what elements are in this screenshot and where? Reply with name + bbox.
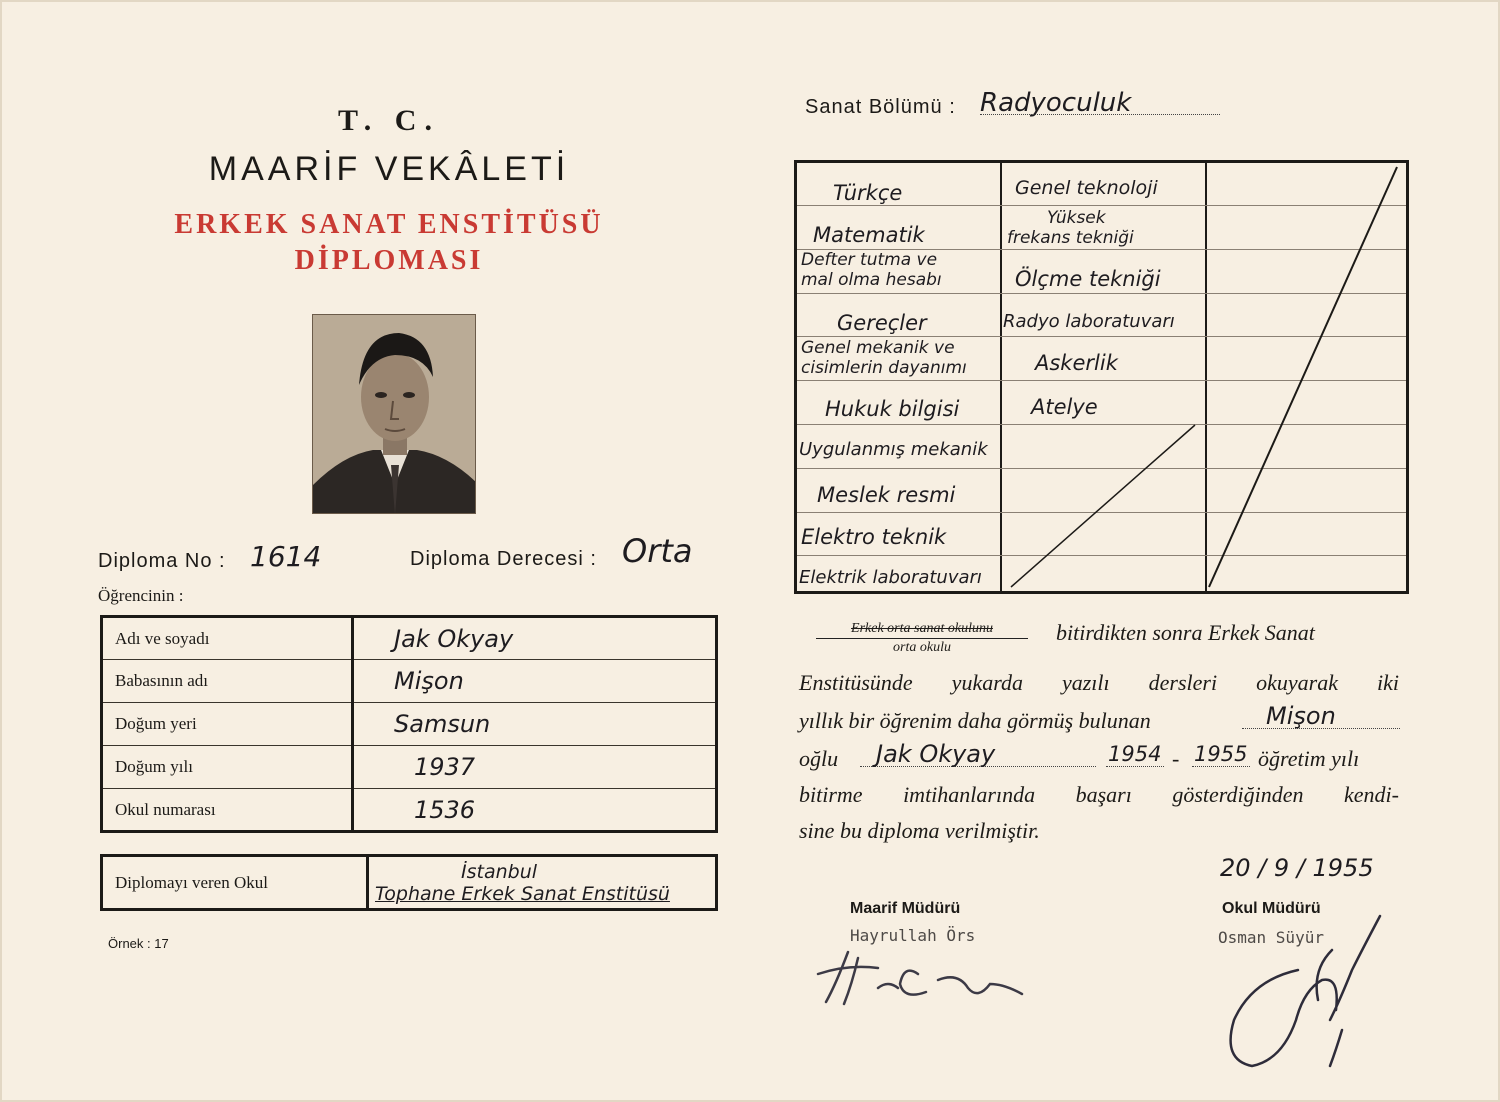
course-genel-mekanik-2: cisimlerin dayanımı	[801, 358, 967, 378]
table-row	[102, 703, 717, 746]
course-elektro-teknik: Elektro teknik	[801, 525, 947, 549]
row-value: Mişon	[353, 660, 717, 703]
table-row	[102, 660, 717, 703]
right-signature-title: Okul Müdürü	[1222, 900, 1321, 917]
diploma-degree-label: Diploma Derecesi :	[410, 548, 597, 570]
date-month: 9	[1273, 854, 1290, 882]
date-day: 20	[1220, 854, 1251, 882]
course-askerlik: Askerlik	[1035, 351, 1118, 375]
right-signature-name: Osman Süyür	[1218, 928, 1324, 947]
row-label: Doğum yeri	[102, 703, 353, 746]
course-matematik: Matematik	[813, 223, 925, 247]
course-genel-teknoloji: Genel teknoloji	[1015, 177, 1158, 199]
course-yuksek-1: Yüksek	[1047, 208, 1106, 228]
header-diploma-title: DİPLOMASI	[294, 245, 484, 276]
statement-father: Mişon	[1266, 702, 1336, 730]
form-number: Örnek : 17	[108, 936, 169, 951]
department-value: Radyoculuk	[980, 88, 1132, 118]
left-handwritten-signature	[808, 944, 1038, 1014]
statement-line6: sine bu diploma verilmiştir.	[799, 818, 1040, 843]
row-label: Okul numarası	[102, 789, 353, 832]
table-row	[102, 856, 717, 910]
statement-line5: bitirme imtihanlarında başarı gösterdiğinden kendi-	[799, 782, 1399, 807]
date-separator: /	[1250, 854, 1274, 882]
diploma-degree-value: Orta	[622, 532, 693, 570]
course-defter-2: mal olma hesabı	[801, 270, 942, 290]
issuing-school-city: İstanbul	[461, 860, 538, 883]
table-row	[102, 789, 717, 832]
course-yuksek-2: frekans tekniği	[1007, 228, 1134, 248]
issuing-school-value	[368, 856, 717, 910]
date-separator: /	[1289, 854, 1313, 882]
course-uygulanmis-mekanik: Uygulanmış mekanik	[799, 439, 988, 460]
left-signature-name: Hayrullah Örs	[850, 926, 976, 945]
course-olcme: Ölçme tekniği	[1015, 267, 1161, 291]
course-elektrik-lab: Elektrik laboratuvarı	[799, 567, 982, 588]
course-meslek-resmi: Meslek resmi	[817, 483, 956, 507]
statement-name: Jak Okyay	[876, 740, 996, 768]
prior-school-struck: Erkek orta sanat okulunu	[851, 621, 993, 636]
header-tc: T. C.	[338, 104, 440, 137]
student-photo	[312, 314, 476, 514]
statement-year1: 1954	[1108, 742, 1162, 766]
course-genel-mekanik-1: Genel mekanik ve	[801, 338, 955, 358]
row-value: 1536	[353, 789, 717, 832]
left-signature-title: Maarif Müdürü	[850, 900, 961, 917]
statement-oglu: oğlu	[799, 746, 839, 771]
row-value: Jak Okyay	[353, 617, 717, 660]
row-label: Doğum yılı	[102, 746, 353, 789]
issuing-school-table	[100, 854, 718, 911]
statement-line1: bitirdikten sonra Erkek Sanat	[1056, 620, 1315, 645]
row-value: Samsun	[353, 703, 717, 746]
prior-school-block	[802, 620, 1042, 657]
cancel-strokes	[797, 163, 1406, 591]
row-value: 1937	[353, 746, 717, 789]
header-ministry: MAARİF VEKÂLETİ	[208, 150, 570, 188]
statement-line4: öğretim yılı	[1258, 746, 1360, 771]
course-defter-1: Defter tutma ve	[801, 250, 938, 270]
row-label: Babasının adı	[102, 660, 353, 703]
statement-line3: yıllık bir öğrenim daha görmüş bulunan	[799, 708, 1151, 733]
student-info-table	[100, 615, 718, 833]
year2-dots	[1192, 766, 1250, 767]
diploma-no-label: Diploma No :	[98, 550, 226, 572]
issue-date	[1220, 854, 1374, 882]
statement-line2: Enstitüsünde yukarda yazılı dersleri okuyarak iki	[799, 670, 1399, 695]
right-handwritten-signature	[1212, 910, 1412, 1080]
course-radyo-lab: Radyo laboratuvarı	[1003, 311, 1175, 332]
course-turkce: Türkçe	[833, 181, 903, 205]
table-row	[102, 746, 717, 789]
date-year: 1955	[1312, 854, 1374, 882]
table-row	[102, 617, 717, 660]
student-label: Öğrencinin :	[98, 586, 184, 605]
department-label: Sanat Bölümü :	[805, 96, 956, 118]
header-school-title: ERKEK SANAT ENSTİTÜSÜ	[174, 209, 604, 240]
diploma-no-value: 1614	[250, 540, 322, 573]
row-label: Adı ve soyadı	[102, 617, 353, 660]
statement-year2: 1955	[1194, 742, 1248, 766]
course-gerecler: Gereçler	[837, 311, 927, 335]
year1-dots	[1106, 766, 1164, 767]
department-dotted-line	[980, 114, 1220, 115]
issuing-school-name: Tophane Erkek Sanat Enstitüsü	[375, 882, 670, 905]
course-hukuk: Hukuk bilgisi	[825, 397, 960, 421]
issuing-school-label: Diplomayı veren Okul	[102, 856, 368, 910]
courses-table	[794, 160, 1409, 594]
course-atelye: Atelye	[1031, 395, 1098, 419]
prior-school-corrected: orta okulu	[816, 638, 1028, 657]
statement-dash: -	[1172, 746, 1180, 771]
